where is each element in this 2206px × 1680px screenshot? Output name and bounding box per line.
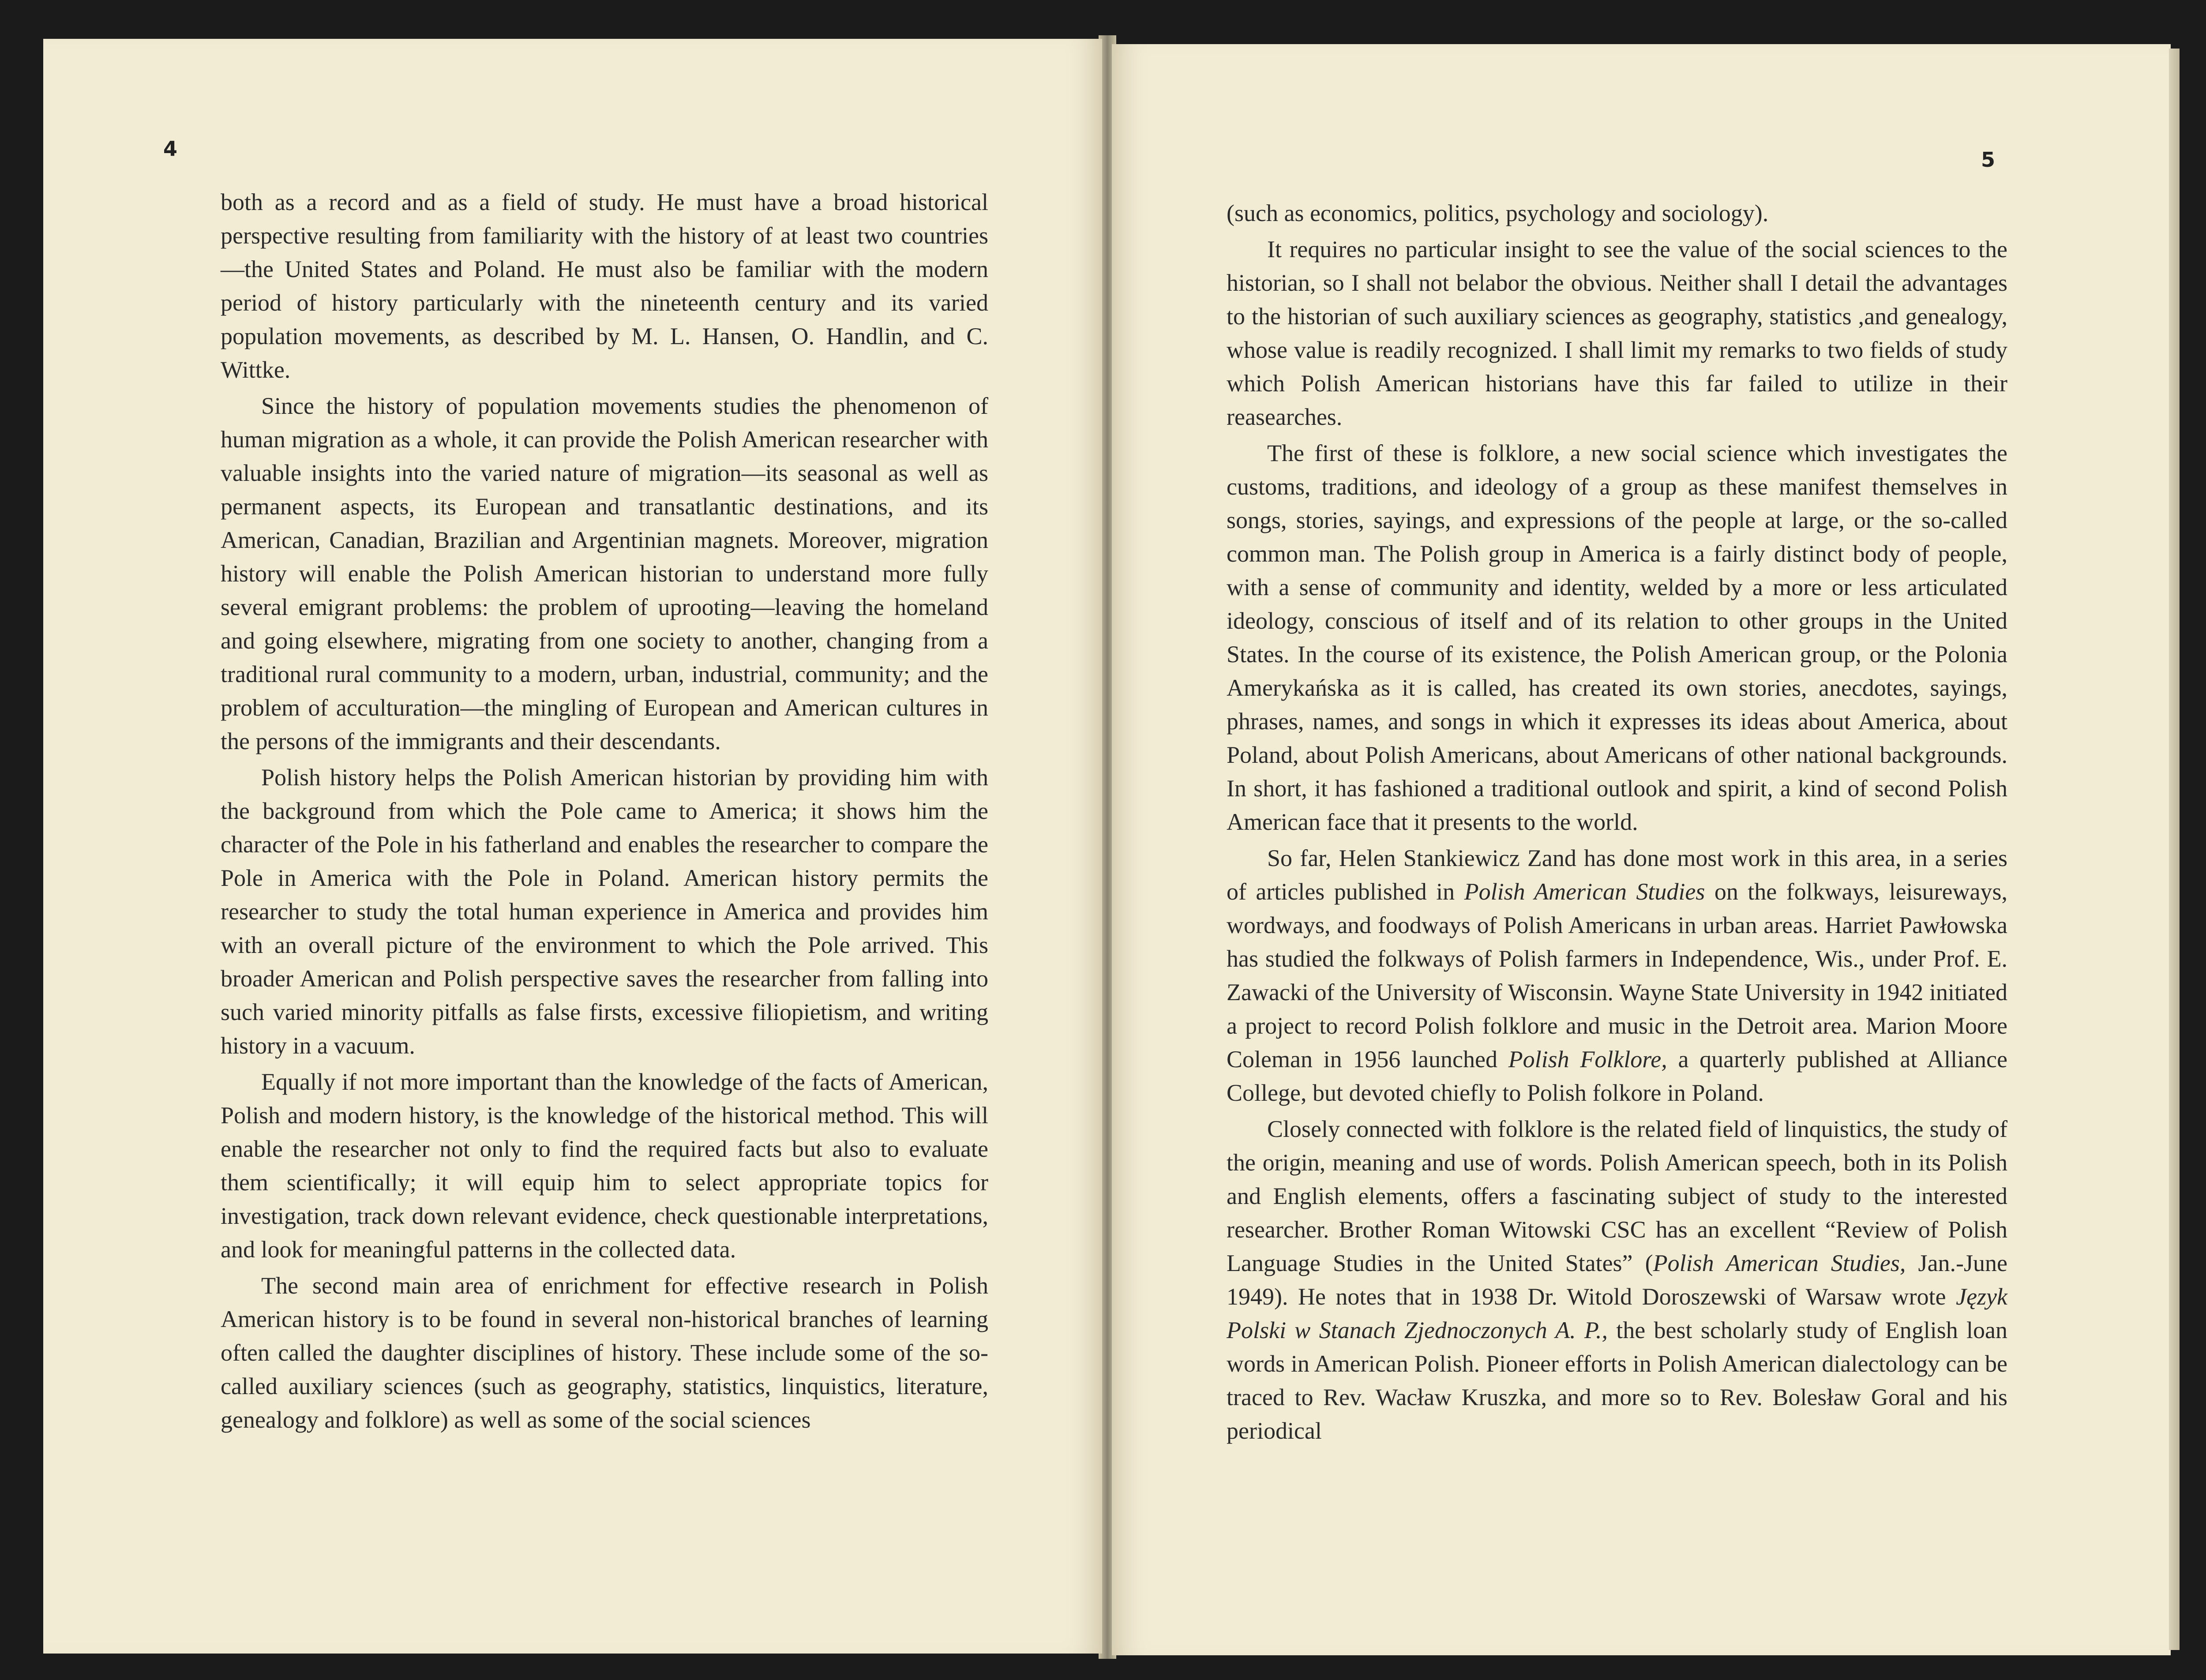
page-edges (2169, 49, 2180, 1650)
journal-title: Polish American Studies, (1653, 1250, 1906, 1276)
text-run: a quarterly published at Alliance College, but devoted chiefly to Polish folkore in Poland. (1227, 1046, 2007, 1106)
text-run: Closely connected with folklore is the related field of linquistics, the study of the origin, meaning and use of words. Polish American speech, both in its Polish and English elements, offers a fascinating subject of study to the interested researcher. Brother Roman Witowski CSC has an excellent “Review of Polish Language Studies in the United States” ( (1227, 1116, 2007, 1276)
text-run: So far, Helen Stankiewicz Zand has done most work in this area, in a series of articles published in (1227, 845, 2007, 905)
page-number-right: 5 (1981, 148, 1996, 172)
text-run: Jan.-June 1949). He notes that in 1938 Dr. Witold Doroszewski of Warsaw wrote (1227, 1250, 2007, 1310)
left-text-column (221, 185, 988, 1436)
paragraph: (such as economics, politics, psychology and sociology). (1227, 200, 1769, 226)
text-run: the best scholarly study of English loan words in American Polish. Pioneer efforts in Polish American dialectology can be traced to Rev. Wacław Kruszka, and more so to Rev. Bolesław Goral and his periodical (1227, 1317, 2007, 1444)
paragraph: Since the history of population movements studies the phenomenon of human migration as a whole, it can provide the Polish American researcher with valuable insights into the varied nature of migration—its seasonal as well as permanent aspects, its European and transatlantic destinations, and its American, Canadian, Brazilian and Argentinian magnets. Moreover, migration history will enable the Polish American historian to understand more fully several emigrant problems: the problem of uprooting—leaving the homeland and going elsewhere, migrating from one society to another, changing from a traditional rural community to a modern, urban, industrial, community; and the problem of acculturation—the mingling of European and American cultures in the persons of the immigrants and their descendants. (221, 393, 988, 754)
paragraph: It requires no particular insight to see the value of the social sciences to the historian, so I shall not belabor the obvious. Neither shall I detail the advantages to the historian of such auxiliary sciences as geography, statistics ,and genealogy, whose value is readily recognized. I shall limit my remarks to two fields of study which Polish American historians have this far failed to utilize in their reasearches. (1227, 236, 2007, 430)
text-run: on the folkways, leisureways, wordways, and foodways of Polish Americans in urban areas. Harriet Pawłowska has studied the folkways of Polish farmers in Independence, Wis., under Prof. E. Zawacki of the University of Wisconsin. Wayne State University in 1942 initiated a project to record Polish folklore and music in the Detroit area. Marion Moore Coleman in 1956 launched (1227, 878, 2007, 1072)
paragraph: Polish history helps the Polish American historian by providing him with the background from which the Pole came to America; it shows him the character of the Pole in his fatherland and enables the researcher to compare the Pole in America with the Pole in Poland. American history permits the researcher to study the total human experience in America and provides him with an overall picture of the environment to which the Pole arrived. This broader American and Polish perspective saves the researcher from falling into such varied minority pitfalls as false firsts, excessive filiopietism, and writing history in a vacuum. (221, 764, 988, 1059)
book-title: Język Polski w Stanach Zjednoczonych A. P., (1227, 1283, 2007, 1343)
journal-title: Polish Folklore, (1508, 1046, 1667, 1072)
paragraph: The second main area of enrichment for effective research in Polish American history is to be found in several non-historical branches of learning often called the daughter disciplines of history. These include some of the so-called auxiliary sciences (such as geography, statistics, linquistics, literature, genealogy and folklore) as well as some of the social sciences (221, 1272, 988, 1433)
paragraph: both as a record and as a field of study. He must have a broad historical perspective resulting from familiarity with the history of at least two countries—the United States and Poland. He must also be familiar with the modern period of history particularly with the nineteenth century and its varied population movements, as described by M. L. Hansen, O. Handlin, and C. Wittke. (221, 189, 988, 383)
right-text-column (1227, 196, 2007, 1448)
page-number-left: 4 (163, 137, 178, 161)
paragraph: Equally if not more important than the knowledge of the facts of American, Polish and modern history, is the knowledge of the historical method. This will enable the researcher not only to find the required facts but also to evaluate them scientifically; it will equip him to select appropriate topics for investigation, track down relevant evidence, check questionable interpretations, and look for meaningful patterns in the collected data. (221, 1069, 988, 1263)
paragraph: The first of these is folklore, a new social science which investigates the customs, traditions, and ideology of a group as these manifest themselves in songs, stories, sayings, and expressions of the people at large, or the so-called common man. The Polish group in America is a fairly distinct body of people, with a sense of community and identity, welded by a more or less articulated ideology, conscious of itself and of its relation to other groups in the United States. In the course of its existence, the Polish American group, or the Polonia Amerykańska as it is called, has created its own stories, anecdotes, sayings, phrases, names, and songs in which it expresses its ideas about America, about Poland, about Polish Americans, about Americans of other national backgrounds. In short, it has fashioned a traditional outlook and spirit, a kind of second Polish American face that it presents to the world. (1227, 440, 2007, 835)
paragraph (1227, 1112, 2007, 1448)
paragraph (1227, 841, 2007, 1110)
journal-title: Polish American Studies (1464, 878, 1705, 905)
